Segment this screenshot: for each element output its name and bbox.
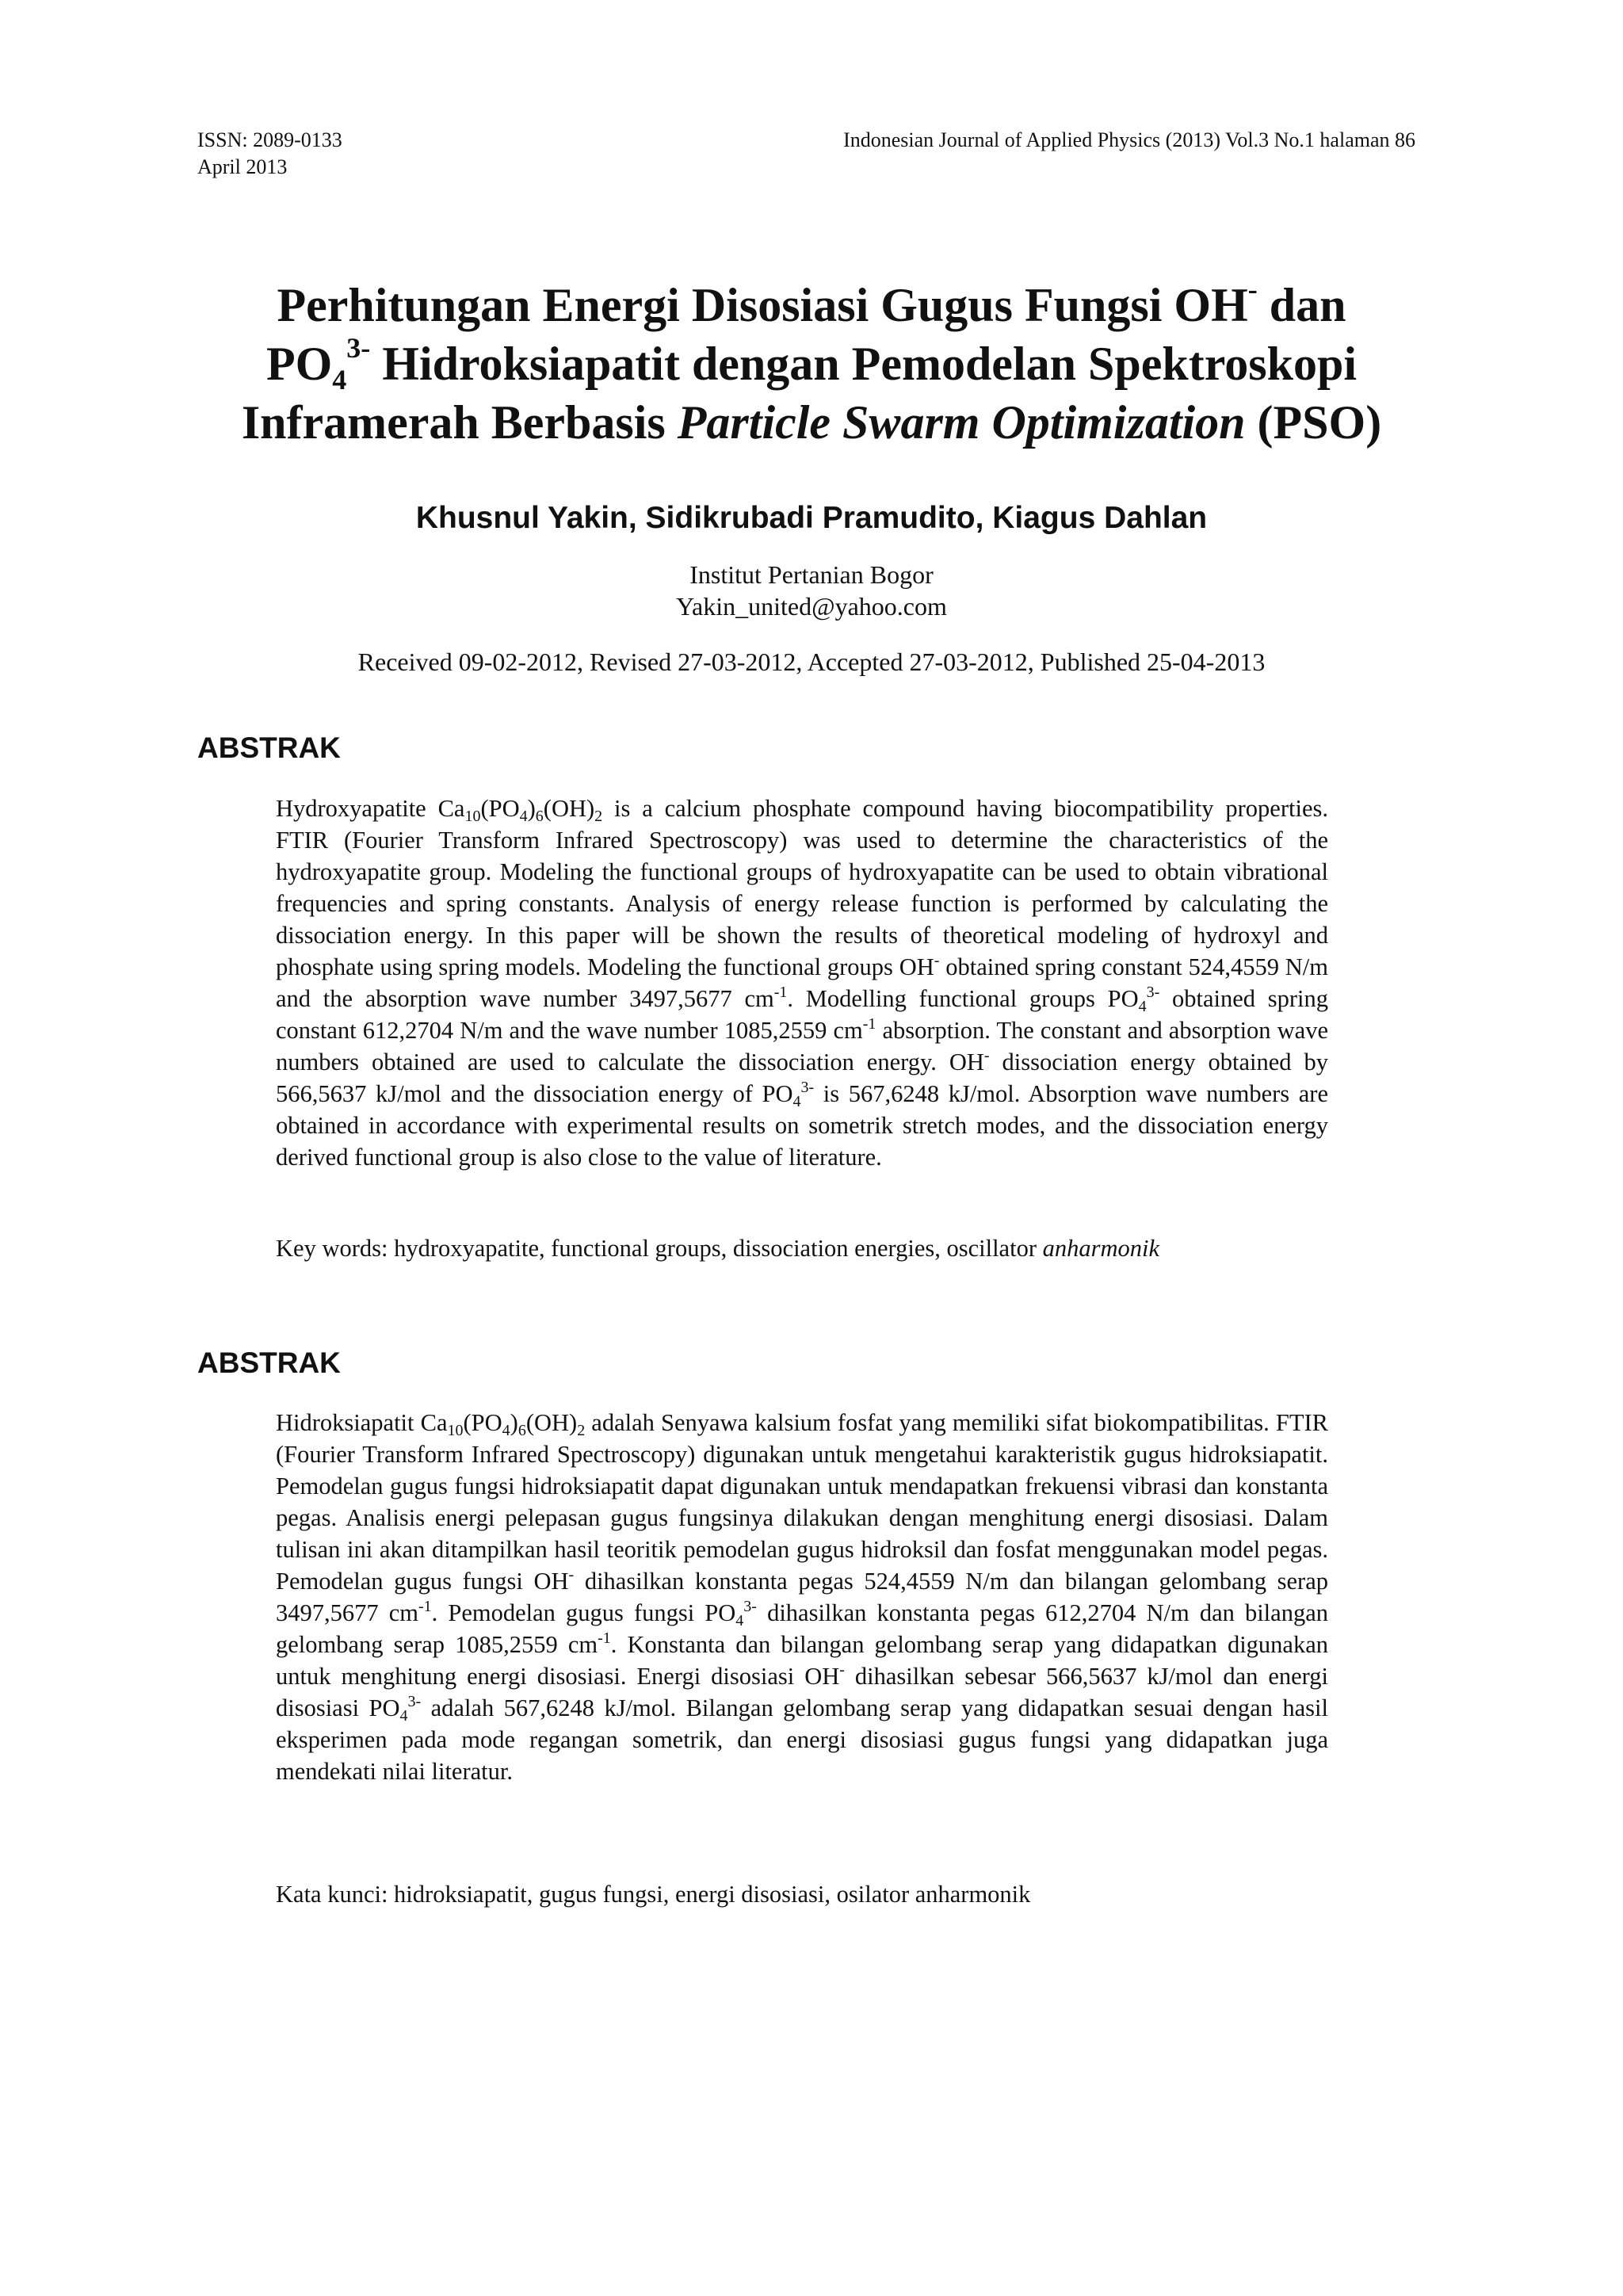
institution: Institut Pertanian Bogor bbox=[689, 560, 934, 589]
publication-dates: Received 09-02-2012, Revised 27-03-2012, Accepted 27-03-2012, Published 25-04-2013 bbox=[357, 648, 1266, 676]
keywords-en: Key words: hydroxyapatite, functional groups, dissociation energies, oscillator anharmonik bbox=[276, 1235, 1160, 1262]
header-left bbox=[197, 127, 342, 181]
abstract-heading-en: ABSTRAK bbox=[197, 732, 341, 764]
issue-date: April 2013 bbox=[197, 155, 288, 178]
authors: Khusnul Yakin, Sidikrubadi Pramudito, Kiagus Dahlan bbox=[415, 501, 1208, 535]
issn: ISSN: 2089-0133 bbox=[197, 128, 342, 151]
abstract-heading-id: ABSTRAK bbox=[197, 1347, 341, 1379]
abstract-body-id: Hidroksiapatit $Ca_{10}(PO_4)_6(OH)_2$ adalah Senyawa kalsium fosfat yang memiliki sifat biokompatibilitas. FTIR (Fourier Transform Infrared Spectroscopy) digunakan untuk mengetahui karakteristik gugus hidroksiapatit. Pemodelan gugus fungsi hidroksiapatit dapat digunakan untuk mendapatkan frekuensi vibrasi dan konstanta pegas. Analisis energi pelepasan gugus fungsinya dilakukan dengan menghitung energi disosiasi. Dalam tulisan ini akan ditampilkan hasil teoritik pemodelan gugus hidroksil dan fosfat menggunakan model pegas. Pemodelan gugus fungsi OH- dihasilkan konstanta pegas 524,4559 N/m dan bilangan gelombang serap 3497,5677 $cm^{-1}$. Pemodelan gugus fungsi $PO_4^{3-}$ dihasilkan konstanta pegas 612,2704 N/m dan bilangan gelombang serap 1085,2559 $cm^{-1}$. Konstanta dan bilangan gelombang serap yang didapatkan digunakan untuk menghitung energi disosiasi. Energi disosiasi OH- dihasilkan sebesar 566,5637 kJ/mol dan energi disosiasi $PO_4^{3-}$ adalah 567,6248 kJ/mol. Bilangan gelombang serap yang didapatkan sesuai dengan hasil eksperimen pada mode regangan sometrik, dan energi disosiasi gugus fungsi yang didapatkan juga mendekati nilai literatur. bbox=[276, 1409, 1329, 1785]
keywords-id: Kata kunci: hidroksiapatit, gugus fungsi, energi disosiasi, osilator anharmonik bbox=[276, 1881, 1031, 1908]
abstract-body-en: Hydroxyapatite $Ca_{10}(PO_4)_6(OH)_2$ is a calcium phosphate compound having biocompatibility properties. FTIR (Fourier Transform Infrared Spectroscopy) was used to determine the characteristics of the hydroxyapatite group. Modeling the functional groups of hydroxyapatite can be used to obtain vibrational frequencies and spring constants. Analysis of energy release function is performed by calculating the dissociation energy. In this paper will be shown the results of theoretical modeling of hydroxyl and phosphate using spring models. Modeling the functional groups OH- obtained spring constant 524,4559 N/m and the absorption wave number 3497,5677 $cm^{-1}$. Modelling functional groups $PO_4^{3-}$ obtained spring constant 612,2704 N/m and the wave number 1085,2559 $cm^{-1}$ absorption. The constant and absorption wave numbers obtained are used to calculate the dissociation energy. OH- dissociation energy obtained by 566,5637 kJ/mol and the dissociation energy of $PO_4^{3-}$ is 567,6248 kJ/mol. Absorption wave numbers are obtained in accordance with experimental results on sometrik stretch modes, and the dissociation energy derived functional group is also close to the value of literature. bbox=[276, 795, 1329, 1171]
email: Yakin_united@yahoo.com bbox=[676, 592, 947, 621]
affiliation bbox=[0, 559, 1623, 622]
journal-reference: Indonesian Journal of Applied Physics (2013) Vol.3 No.1 halaman 86 bbox=[843, 128, 1415, 151]
paper-title: Perhitungan Energi Disosiasi Gugus Fungsi OH- dan $PO_4^{3-}$ Hidroksiapatit dengan Pemodelan Spektroskopi Inframerah Berbasis Particle Swarm Optimization (PSO) bbox=[241, 273, 1382, 449]
